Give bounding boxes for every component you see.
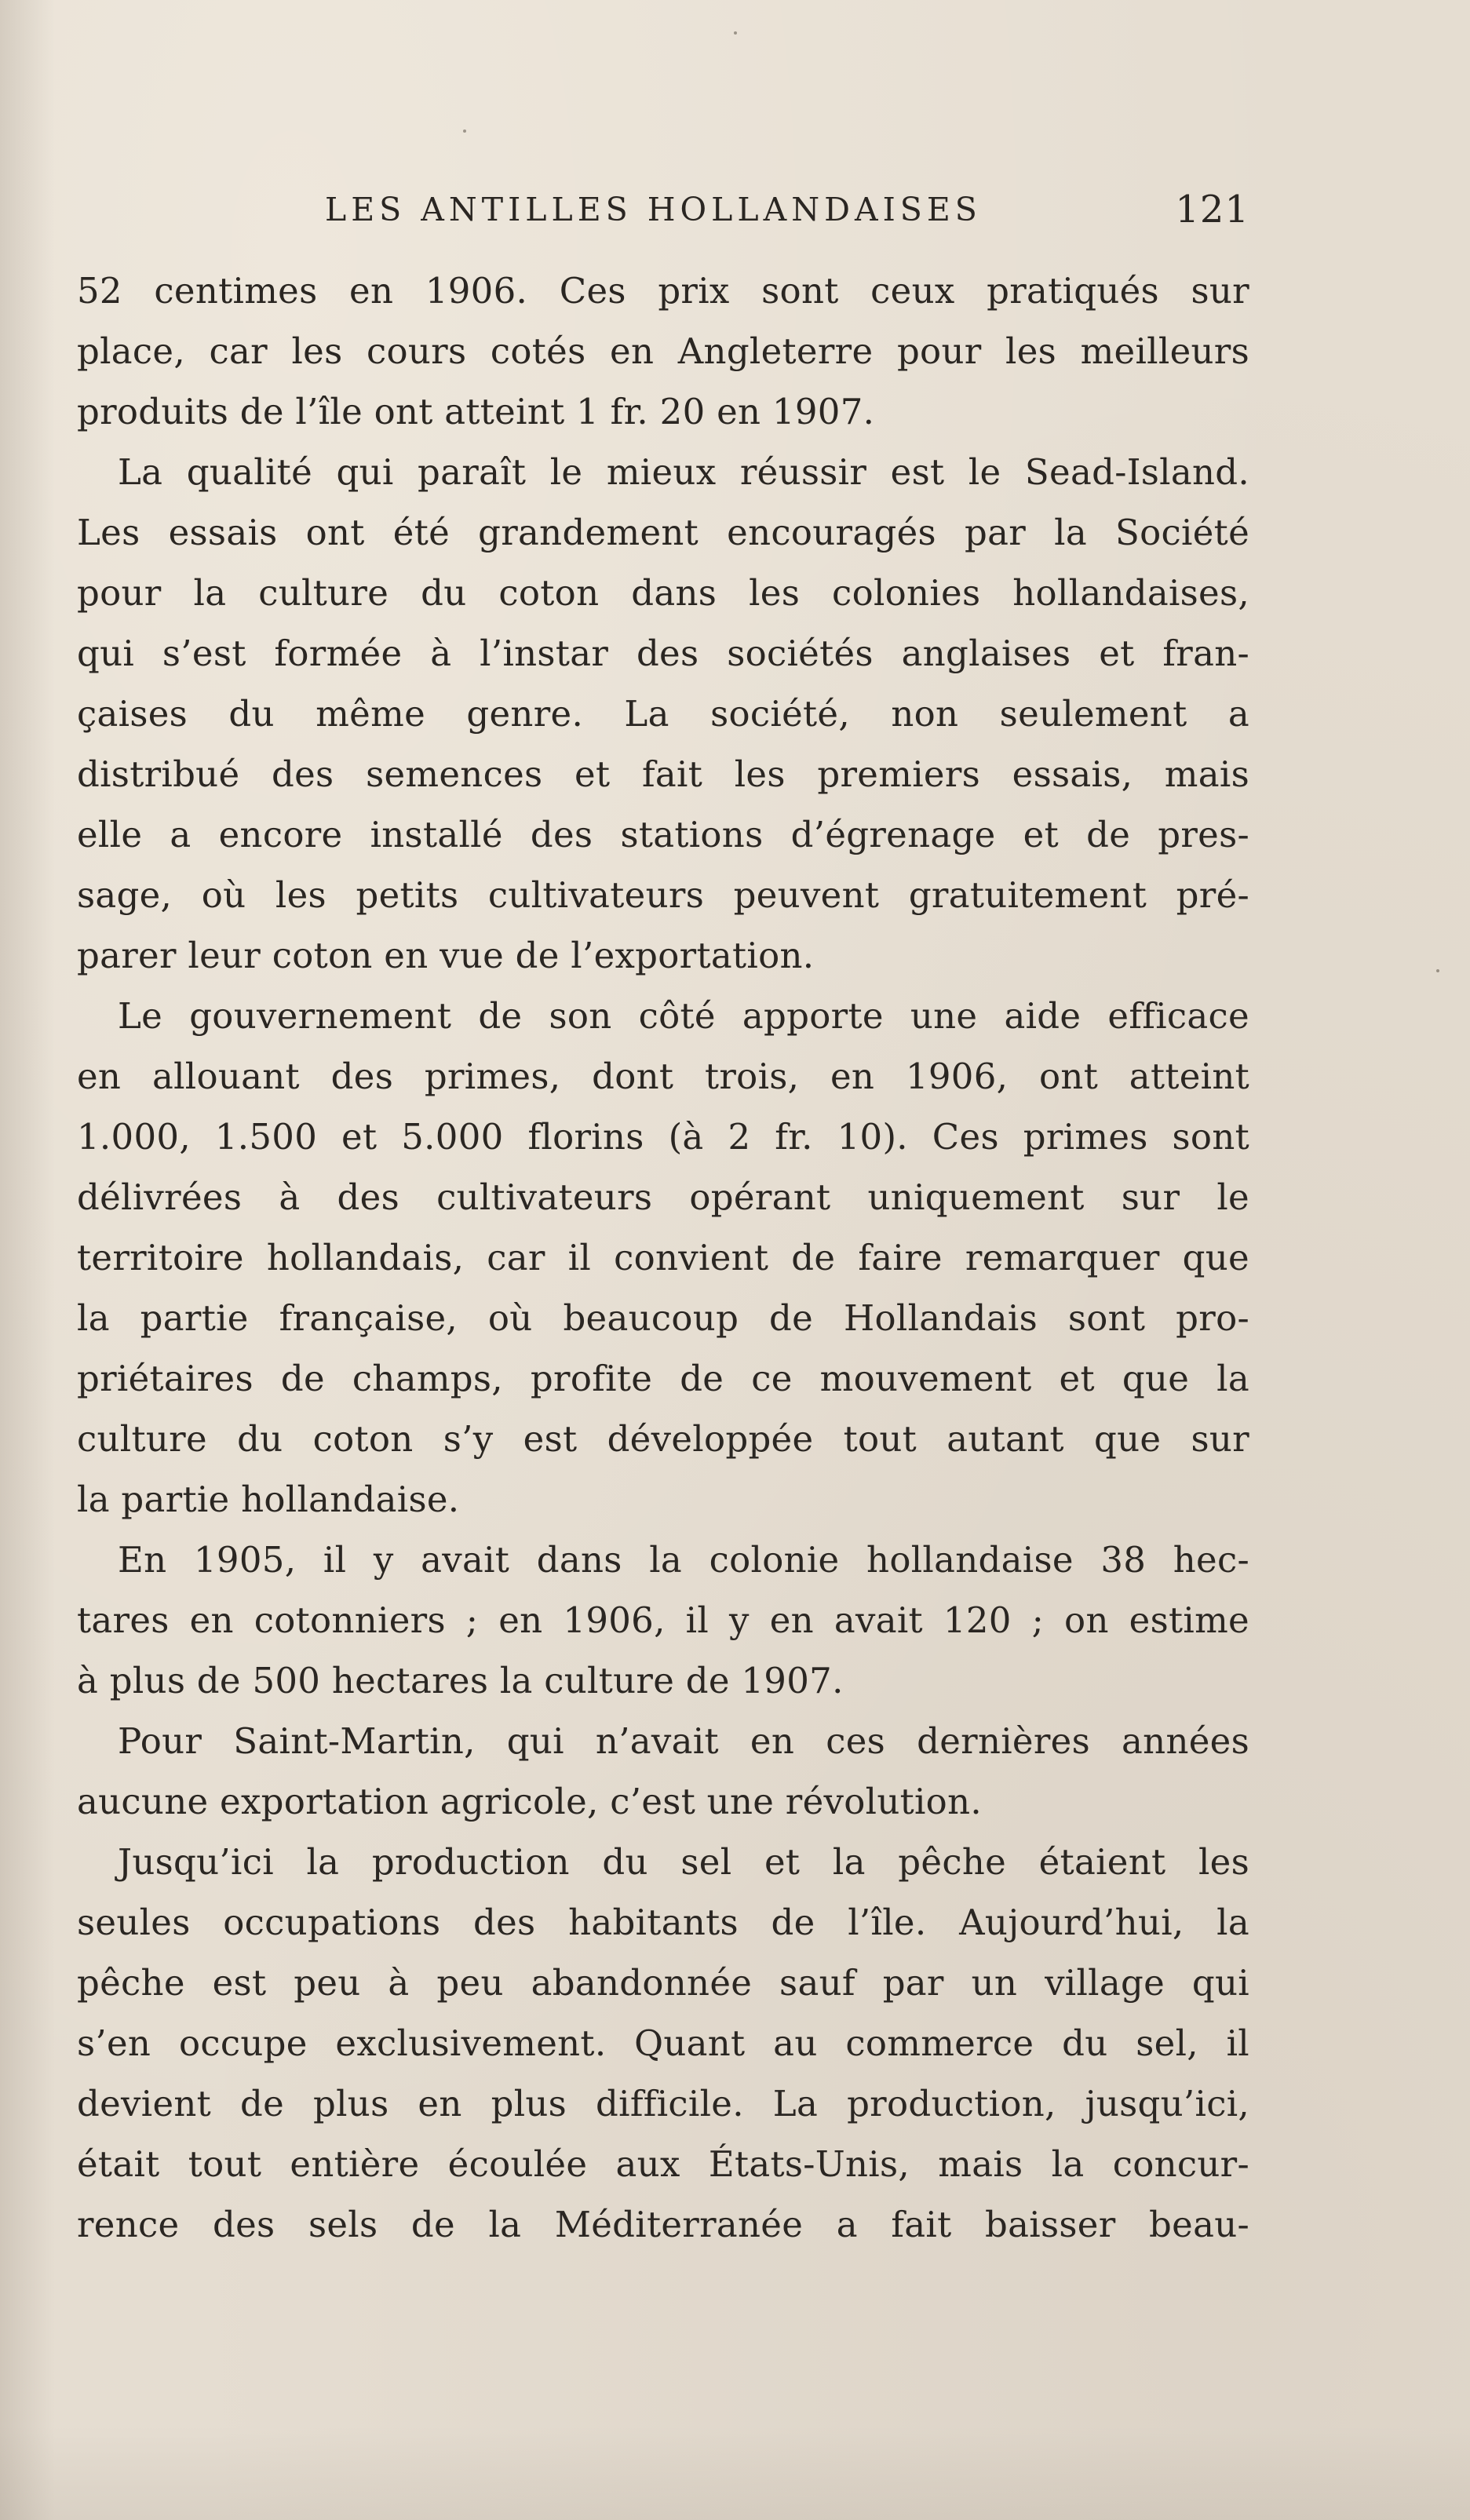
- text-line: pour la culture du coton dans les colonies hollandaises,: [77, 572, 1249, 614]
- text-line: Les essais ont été grandement encouragés par la Société: [77, 512, 1249, 553]
- page-bottom-shade: [0, 2426, 1470, 2520]
- text-line: distribué des semences et fait les premiers essais, mais: [77, 753, 1249, 795]
- text-line: aucune exportation agricole, c’est une révolution.: [77, 1781, 982, 1822]
- text-line: En 1905, il y avait dans la colonie hollandaise 38 hec-: [118, 1539, 1249, 1581]
- text-line: culture du coton s’y est développée tout autant que sur: [77, 1418, 1249, 1460]
- text-line: Le gouvernement de son côté apporte une aide efficace: [118, 995, 1249, 1037]
- text-line: Jusqu’ici la production du sel et la pêche étaient les: [118, 1841, 1249, 1883]
- text-line: la partie française, où beaucoup de Hollandais sont pro-: [77, 1297, 1249, 1339]
- body-text: [77, 261, 1249, 2255]
- text-line: s’en occupe exclusivement. Quant au commerce du sel, il: [77, 2022, 1249, 2064]
- text-line: Pour Saint-Martin, qui n’avait en ces dernières années: [118, 1720, 1249, 1762]
- text-line: 1.000, 1.500 et 5.000 florins (à 2 fr. 10). Ces primes sont: [77, 1116, 1249, 1158]
- page-number: 121: [1175, 188, 1249, 232]
- text-line: La qualité qui paraît le mieux réussir est le Sead-Island.: [118, 451, 1249, 493]
- text-line: parer leur coton en vue de l’exportation.: [77, 935, 815, 976]
- text-line: elle a encore installé des stations d’égrenage et de pres-: [77, 814, 1249, 855]
- text-line: qui s’est formée à l’instar des sociétés anglaises et fran-: [77, 633, 1249, 674]
- text-line: devient de plus en plus difficile. La production, jusqu’ici,: [77, 2083, 1249, 2124]
- text-line: pêche est peu à peu abandonnée sauf par un village qui: [77, 1962, 1249, 2004]
- text-line: était tout entière écoulée aux États-Unis, mais la concur-: [77, 2143, 1249, 2185]
- paper-speck: [1436, 969, 1439, 972]
- text-line: 52 centimes en 1906. Ces prix sont ceux pratiqués sur: [77, 270, 1249, 312]
- text-line: la partie hollandaise.: [77, 1479, 460, 1520]
- text-line: territoire hollandais, car il convient de faire remarquer que: [77, 1237, 1249, 1278]
- text-line: délivrées à des cultivateurs opérant uniquement sur le: [77, 1176, 1249, 1218]
- paper-speck: [734, 31, 737, 35]
- text-line: à plus de 500 hectares la culture de 1907.: [77, 1660, 844, 1701]
- text-line: produits de l’île ont atteint 1 fr. 20 en 1907.: [77, 391, 875, 432]
- text-line: tares en cotonniers ; en 1906, il y en avait 120 ; on estime: [77, 1599, 1249, 1641]
- running-title: LES ANTILLES HOLLANDAISES: [325, 191, 982, 228]
- text-line: priétaires de champs, profite de ce mouvement et que la: [77, 1358, 1249, 1399]
- text-line: place, car les cours cotés en Angleterre pour les meilleurs: [77, 330, 1249, 372]
- text-line: seules occupations des habitants de l’île. Aujourd’hui, la: [77, 1902, 1249, 1943]
- text-line: rence des sels de la Méditerranée a fait baisser beau-: [77, 2204, 1249, 2245]
- running-head: [77, 182, 1249, 237]
- text-line: çaises du même genre. La société, non seulement a: [77, 693, 1249, 735]
- page-edge-shadow: [0, 0, 55, 2520]
- text-line: en allouant des primes, dont trois, en 1906, ont atteint: [77, 1056, 1249, 1097]
- text-line: sage, où les petits cultivateurs peuvent gratuitement pré-: [77, 874, 1249, 916]
- paper-speck: [463, 129, 466, 133]
